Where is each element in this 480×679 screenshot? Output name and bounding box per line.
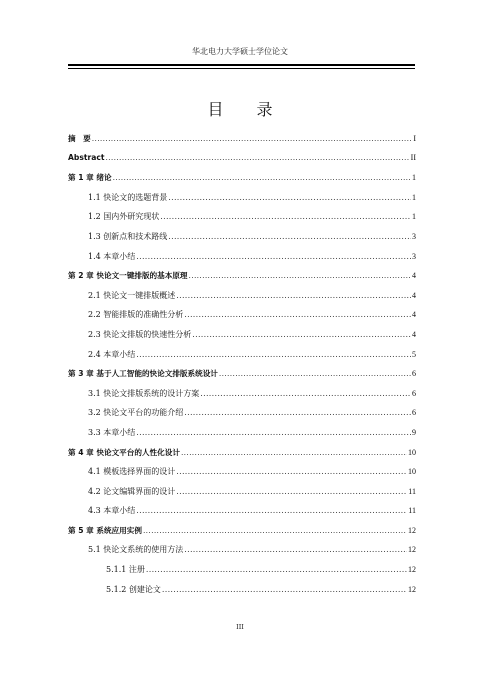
toc-entry-page: 12 — [408, 525, 416, 535]
toc-entry-label: 摘 要 — [68, 134, 91, 143]
header-rule-thick — [68, 64, 415, 66]
toc-section-entry[interactable] — [68, 505, 416, 525]
toc-entry-label: 第 5 章 系统应用实例 — [68, 525, 142, 535]
toc-entry-page: I — [413, 134, 416, 143]
toc-leader-dots — [219, 369, 411, 378]
toc-entry-page: 12 — [408, 545, 416, 555]
toc-entry-page: 10 — [408, 447, 416, 457]
toc-entry-label: 3.1 快论文排版系统的设计方案 — [88, 388, 200, 398]
toc-leader-dots — [105, 153, 409, 162]
toc-entry-label: 4.3 本章小结 — [88, 506, 136, 516]
toc-entry-label: 1.2 国内外研究现状 — [88, 212, 160, 222]
toc-leader-dots — [176, 291, 411, 300]
toc-section-entry[interactable] — [68, 349, 416, 369]
toc-entry-page: 1 — [412, 192, 416, 202]
toc-leader-dots — [146, 565, 407, 574]
toc-leader-dots — [160, 212, 411, 221]
toc-entry-page: 6 — [412, 388, 416, 398]
toc-entry-label: 5.1 快论文系统的使用方法 — [88, 545, 184, 555]
toc-section-entry[interactable] — [68, 486, 416, 506]
toc-section-entry[interactable] — [68, 192, 416, 212]
running-header: 华北电力大学硕士学位论文 — [192, 47, 288, 56]
toc-section-entry[interactable] — [68, 584, 416, 604]
toc-leader-dots — [168, 232, 411, 241]
toc-entry-page: 6 — [412, 369, 416, 379]
toc-entry-label: 1.3 创新点和技术路线 — [88, 231, 168, 241]
toc-leader-dots — [184, 408, 411, 417]
toc-entry-label: 1.1 快论文的选题背景 — [88, 192, 168, 202]
toc-leader-dots — [143, 526, 407, 535]
toc-entry-label: 第 2 章 快论文一键排版的基本原理 — [68, 271, 188, 281]
toc-entry-label: 5.1.2 创建论文 — [106, 584, 161, 594]
toc-chapter-entry[interactable] — [68, 153, 416, 173]
toc-leader-dots — [162, 585, 407, 594]
toc-entry-page: 5 — [412, 349, 416, 359]
toc-entry-page: 4 — [412, 271, 416, 281]
toc-leader-dots — [200, 389, 411, 398]
toc-leader-dots — [168, 193, 411, 202]
toc-entry-label: 1.4 本章小结 — [88, 251, 136, 261]
toc-entry-page: 11 — [408, 506, 416, 516]
toc-chapter-entry[interactable] — [68, 172, 416, 192]
toc-entry-page: 3 — [412, 231, 416, 241]
toc-entry-page: II — [410, 152, 416, 162]
toc-entry-label: 3.3 本章小结 — [88, 427, 136, 437]
toc-section-entry[interactable] — [68, 251, 416, 271]
toc-entry-page: 1 — [412, 212, 416, 222]
toc-entry-label: 2.4 本章小结 — [88, 349, 136, 359]
toc-entry-page: 1 — [412, 173, 416, 183]
toc-leader-dots — [136, 252, 411, 261]
toc-section-entry[interactable] — [68, 231, 416, 251]
toc-section-entry[interactable] — [68, 427, 416, 447]
toc-chapter-entry[interactable] — [68, 368, 416, 388]
toc-entry-label: 2.3 快论文排版的快速性分析 — [88, 329, 192, 339]
toc-entry-page: 12 — [408, 565, 416, 575]
toc-chapter-entry[interactable] — [68, 270, 416, 290]
toc-leader-dots — [181, 448, 407, 457]
toc-leader-dots — [136, 428, 411, 437]
toc-entry-page: 4 — [412, 329, 416, 339]
toc-leader-dots — [92, 134, 413, 143]
toc-entry-page: 12 — [408, 584, 416, 594]
toc-entry-label: 5.1.1 注册 — [106, 565, 145, 575]
toc-entry-label: 3.2 快论文平台的功能介绍 — [88, 408, 184, 418]
toc-leader-dots — [136, 506, 407, 515]
toc-entry-label: 第 4 章 快论文平台的人性化设计 — [68, 447, 180, 457]
toc-section-entry[interactable] — [68, 329, 416, 349]
toc-leader-dots — [136, 350, 411, 359]
toc-leader-dots — [176, 487, 407, 496]
toc-entry-label: 4.2 论文编辑界面的设计 — [88, 486, 176, 496]
page-number: III — [236, 623, 244, 631]
toc-leader-dots — [176, 467, 407, 476]
toc-section-entry[interactable] — [68, 544, 416, 564]
toc-entry-page: 4 — [412, 310, 416, 320]
table-of-contents — [68, 133, 416, 603]
toc-entry-label: 4.1 模板选择界面的设计 — [88, 467, 176, 477]
toc-leader-dots — [192, 330, 411, 339]
toc-entry-page: 3 — [412, 251, 416, 261]
toc-chapter-entry[interactable] — [68, 133, 416, 153]
toc-entry-label: 第 1 章 绪论 — [68, 173, 112, 183]
toc-entry-page: 10 — [408, 467, 416, 477]
toc-section-entry[interactable] — [68, 309, 416, 329]
toc-leader-dots — [189, 271, 411, 280]
toc-leader-dots — [184, 545, 407, 554]
toc-entry-page: 11 — [408, 486, 416, 496]
page-title: 目 录 — [207, 100, 287, 119]
toc-section-entry[interactable] — [68, 564, 416, 584]
toc-chapter-entry[interactable] — [68, 447, 416, 467]
toc-entry-label: 第 3 章 基于人工智能的快论文排版系统设计 — [68, 369, 218, 379]
toc-entry-label: Abstract — [68, 152, 105, 162]
toc-entry-page: 4 — [412, 290, 416, 300]
toc-section-entry[interactable] — [68, 290, 416, 310]
toc-section-entry[interactable] — [68, 407, 416, 427]
toc-section-entry[interactable] — [68, 388, 416, 408]
toc-entry-page: 9 — [412, 427, 416, 437]
toc-chapter-entry[interactable] — [68, 525, 416, 545]
toc-leader-dots — [113, 173, 411, 182]
toc-entry-label: 2.1 快论文一键排版概述 — [88, 290, 176, 300]
toc-section-entry[interactable] — [68, 211, 416, 231]
toc-leader-dots — [184, 310, 411, 319]
toc-section-entry[interactable] — [68, 466, 416, 486]
toc-entry-page: 6 — [412, 408, 416, 418]
header-rule-thin — [68, 68, 415, 69]
toc-entry-label: 2.2 智能排版的准确性分析 — [88, 310, 184, 320]
